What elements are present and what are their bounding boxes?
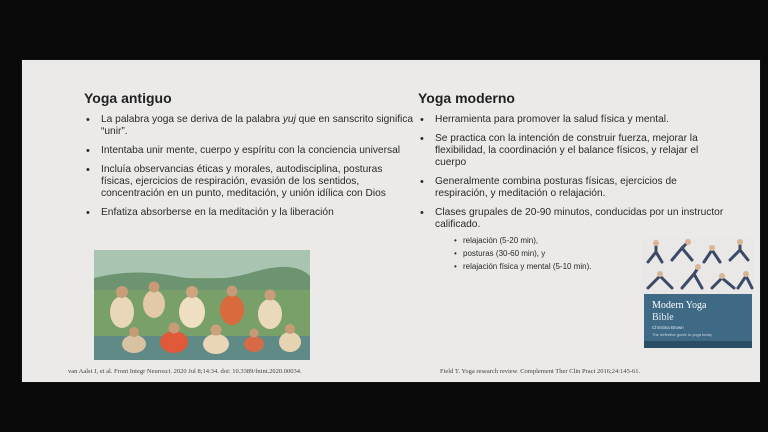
list-item: • Enfatiza absorberse en la meditación y la liberación <box>84 207 414 219</box>
book-cover-image <box>644 294 752 348</box>
ancient-yoga-column <box>84 90 414 226</box>
sub-list-item: • posturas (30-60 min), y <box>435 247 728 260</box>
yoga-poses-image <box>642 238 754 294</box>
modern-yoga-title: Yoga moderno <box>418 90 515 106</box>
list-item: • Intentaba unir mente, cuerpo y espíritu con la conciencia universal <box>84 145 414 157</box>
list-item: • Incluía observancias éticas y morales, autodisciplina, posturas físicas, ejercicios de respiración, evasión de los sentidos, concentración en un punto, meditación, y unión idílica con Dios <box>84 164 414 200</box>
sub-list-item: • relajación física y mental (5-10 min). <box>435 260 728 273</box>
citation-left: van Aalst J, et al. Front Integr Neurosci. 2020 Jul 8;14:34. doi: 10.3389/fnint.2020.00034. <box>68 368 302 375</box>
slide <box>22 60 760 382</box>
list-item: • La palabra yoga se deriva de la palabra yuj que en sanscrito significa “unir”. <box>84 114 414 138</box>
book-title-line1: Modern Yoga <box>652 300 707 311</box>
sub-list-item: • relajación (5-20 min), <box>435 234 728 247</box>
list-item: • Generalmente combina posturas físicas, ejercicios de respiración, y meditación o relajación. <box>418 176 728 200</box>
list-item: • Se practica con la intención de construir fuerza, mejorar la flexibilidad, la coordinación y el balance físicos, y relajar el cuerpo <box>418 133 728 169</box>
list-item: • Herramienta para promover la salud física y mental. <box>418 114 728 126</box>
book-title-line2: Bible <box>652 312 674 323</box>
citation-right: Field T. Yoga research review. Complement Ther Clin Pract 2016;24:145-61. <box>440 368 641 375</box>
book-tagline: The definitive guide to yoga today <box>652 332 712 337</box>
book-strip <box>644 341 752 348</box>
yoga-painting-image <box>94 250 310 360</box>
ancient-yoga-title: Yoga antiguo <box>84 90 172 106</box>
list-item: • Clases grupales de 20-90 minutos, conducidas por un instructor calificado. • relajación (5-20 min), • posturas (30-60 min), y • relajación física y mental (5-10 min). <box>418 207 728 273</box>
ancient-yoga-list <box>84 114 414 219</box>
book-author: Christina Brown <box>652 325 684 330</box>
